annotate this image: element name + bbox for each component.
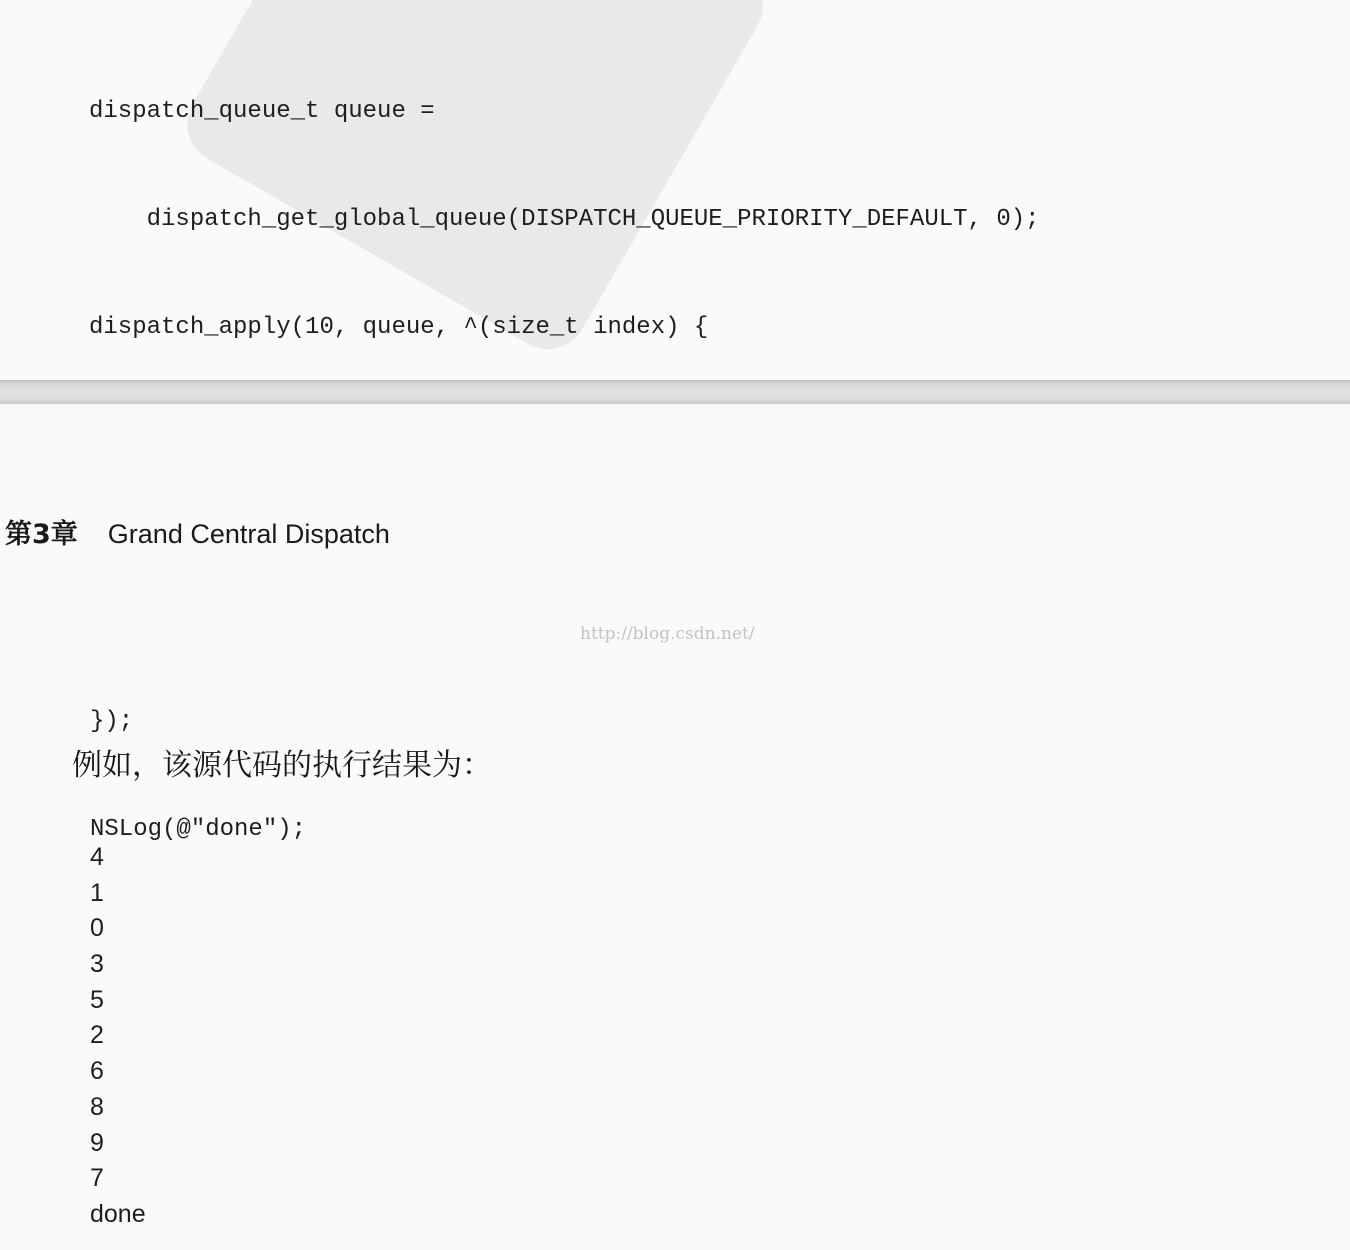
chapter-header bbox=[5, 512, 390, 551]
output-block bbox=[90, 840, 146, 1233]
output-line: 0 bbox=[90, 914, 104, 943]
code-line: dispatch_apply(10, queue, ^(size_t index) { bbox=[89, 314, 709, 341]
code-line: dispatch_get_global_queue(DISPATCH_QUEUE_PRIORITY_DEFAULT, 0); bbox=[89, 206, 1040, 233]
output-line: 5 bbox=[90, 985, 104, 1014]
code-line: dispatch_queue_t queue = bbox=[89, 98, 435, 125]
output-line: 1 bbox=[90, 878, 104, 907]
output-line: 2 bbox=[90, 1021, 104, 1050]
page-bottom bbox=[0, 404, 1350, 1250]
blog-watermark: http://blog.csdn.net/ bbox=[580, 624, 755, 644]
body-paragraph: 例如，该源代码的执行结果为： bbox=[72, 748, 492, 783]
output-line: 7 bbox=[90, 1164, 104, 1193]
page-divider bbox=[0, 380, 1350, 404]
output-line: 4 bbox=[90, 843, 104, 871]
output-line: 9 bbox=[90, 1128, 104, 1157]
code-line: NSLog(@"done"); bbox=[90, 816, 307, 843]
chapter-label: 第3章 bbox=[5, 519, 78, 550]
output-line: done bbox=[90, 1199, 146, 1228]
chapter-title: Grand Central Dispatch bbox=[107, 519, 390, 549]
output-line: 8 bbox=[90, 1092, 104, 1121]
output-line: 3 bbox=[90, 950, 104, 979]
output-line: 6 bbox=[90, 1057, 104, 1086]
code-line: }); bbox=[90, 708, 134, 735]
page-top bbox=[0, 0, 1350, 380]
